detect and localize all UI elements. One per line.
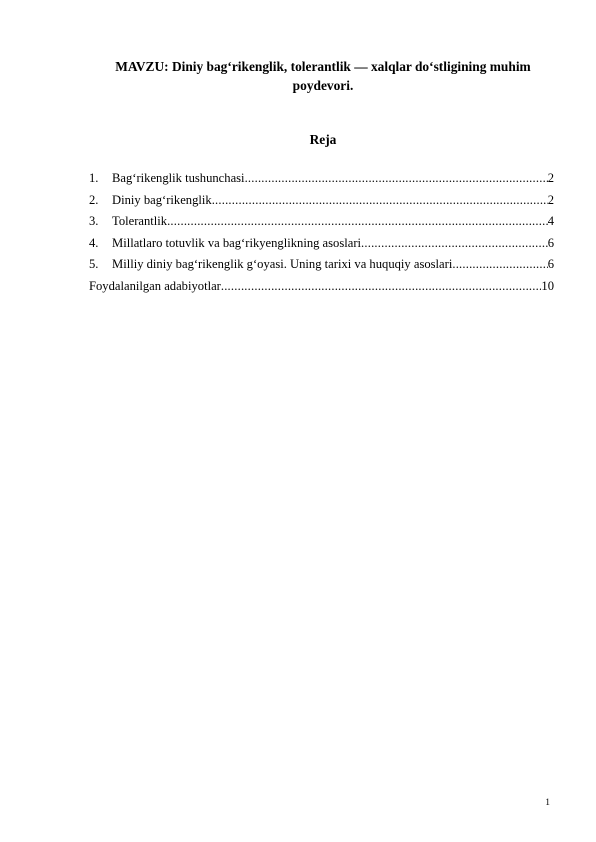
toc-item[interactable] bbox=[89, 211, 554, 233]
toc-item-page: 6 bbox=[547, 257, 554, 271]
toc-item-page: 4 bbox=[547, 214, 554, 228]
toc-item-number: 4. bbox=[89, 235, 99, 250]
toc-leader-dots bbox=[361, 233, 548, 255]
toc-leader-dots bbox=[221, 276, 542, 298]
toc-item[interactable] bbox=[89, 233, 554, 255]
toc-item[interactable] bbox=[89, 168, 554, 190]
toc-item[interactable] bbox=[89, 254, 554, 276]
toc-leader-dots bbox=[212, 190, 548, 212]
toc-item-number: 2. bbox=[89, 192, 99, 207]
document-title: MAVZU: Diniy bag‘rikenglik, tolerantlik — xalqlar do‘stligining muhim poydevori. bbox=[115, 59, 531, 93]
toc-item-label: Bag‘rikenglik tushunchasi bbox=[112, 171, 245, 185]
toc-item-number: 3. bbox=[89, 214, 99, 228]
toc-item-label: Diniy bag‘rikenglik bbox=[112, 192, 212, 207]
toc-leader-dots bbox=[452, 254, 547, 276]
toc-item-page: 2 bbox=[547, 192, 554, 207]
toc-item-page: 2 bbox=[547, 171, 554, 185]
toc-item-page: 6 bbox=[547, 235, 554, 250]
toc-item-label: Tolerantlik bbox=[112, 214, 168, 228]
toc-item-number: 1. bbox=[89, 171, 99, 185]
toc-item-number: 5. bbox=[89, 257, 99, 271]
toc-item-references[interactable] bbox=[89, 276, 554, 298]
toc-item-label: Foydalanilgan adabiyotlar bbox=[89, 278, 221, 293]
toc-leader-dots bbox=[167, 211, 548, 233]
toc-item[interactable] bbox=[89, 190, 554, 212]
table-of-contents bbox=[89, 168, 554, 297]
toc-leader-dots bbox=[245, 168, 548, 190]
toc-item-page: 10 bbox=[541, 278, 554, 293]
toc-item-label: Milliy diniy bag‘rikenglik g‘oyasi. Uning tarixi va huquqiy asoslari bbox=[112, 257, 453, 271]
toc-item-label: Millatlaro totuvlik va bag‘rikyenglikning asoslari bbox=[112, 235, 362, 250]
plan-heading: Reja bbox=[309, 132, 337, 147]
page-number: 1 bbox=[545, 798, 550, 808]
